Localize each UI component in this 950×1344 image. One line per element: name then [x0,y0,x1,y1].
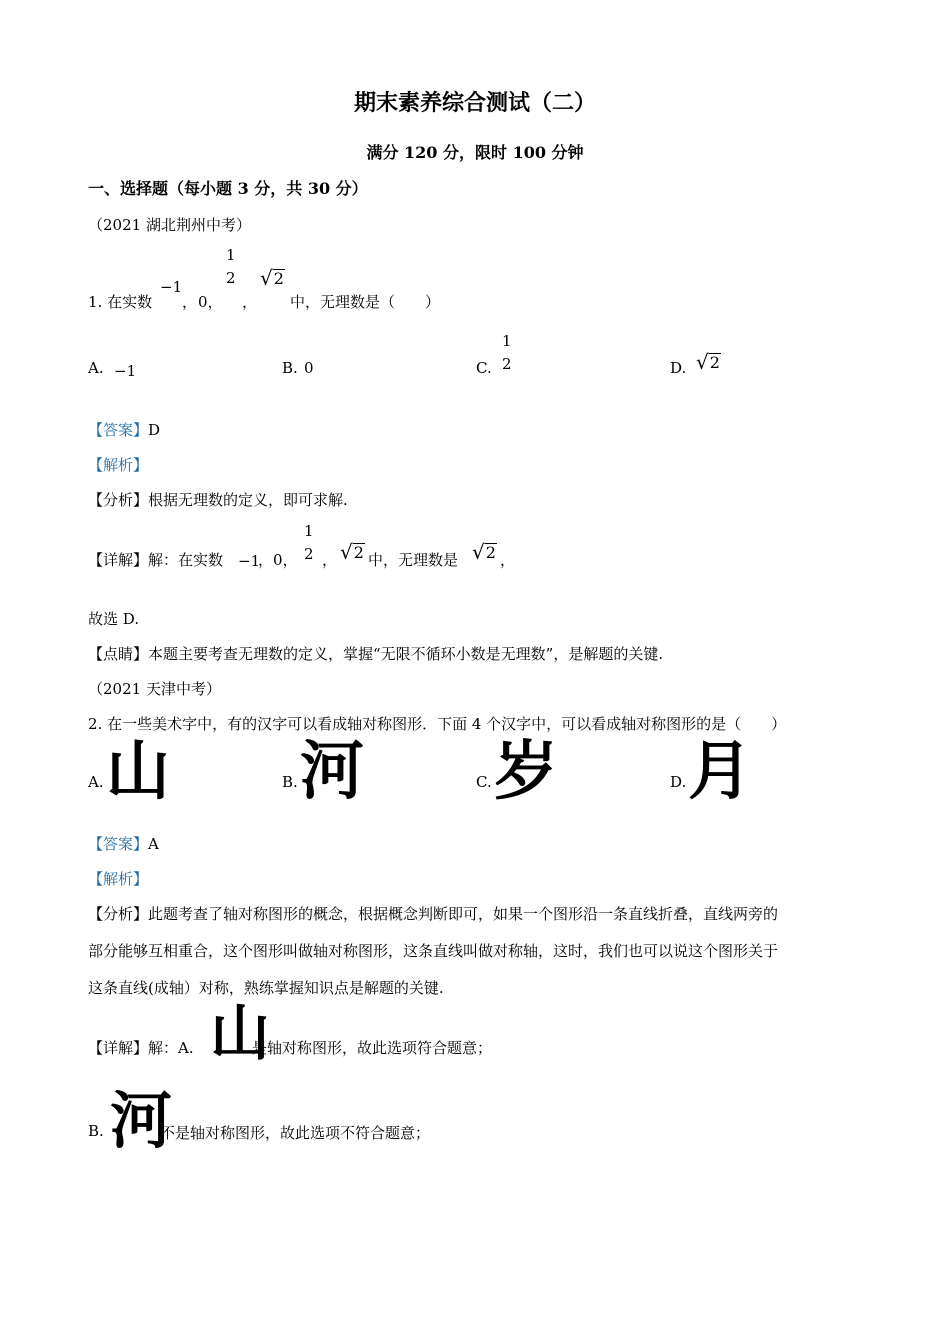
detail-tag: 【详解】 [88,1039,149,1057]
q2-option-b-label: B. [282,773,298,791]
sqrt-radicand: 2 [273,269,284,289]
section-heading: 一、选择题（每小题 3 分，共 30 分） [88,179,368,198]
q1-source: （2021 湖北荆州中考） [88,216,251,234]
q1-stem-sqrt [260,268,285,289]
q2-stem: 2. 在一些美术字中，有的汉字可以看成轴对称图形．下面 4 个汉字中，可以看成轴对称图形的是（ ） [88,715,787,733]
sqrt-radicand: 2 [485,543,496,563]
q1-comma: ， [242,293,258,311]
q1-option-c-fraction [500,334,514,372]
q1-detail-mid: 中，无理数是 [368,551,459,569]
q1-detail-end: ， [500,551,516,569]
q2-detail-a-char: 山 [210,999,270,1069]
q2-option-d-label: D. [670,773,687,791]
q2-answer [88,833,159,854]
q2-fenxi-line [88,903,778,924]
answer-tag: 【答案】 [88,835,149,853]
sqrt-icon: √ [340,540,353,564]
q1-detail-mid: ，0， [258,551,298,569]
q2-option-a-label: A. [88,773,104,791]
q1-option-b-label: B. [282,359,298,377]
fenxi-text: 根据无理数的定义，即可求解. [148,491,348,509]
q2-fenxi-line: 这条直线(成轴）对称，熟练掌握知识点是解题的关键. [88,979,444,997]
page-title: 期末素养综合测试（二） [353,90,596,116]
q1-neg-one: −1 [160,278,183,296]
dianjing-text: 本题主要考查无理数的定义，掌握“无限不循环小数是无理数”，是解题的关键. [148,645,664,663]
answer-tag: 【答案】 [88,421,149,439]
q1-zero: 0， [198,293,223,311]
detail-text: 解：A. [148,1039,194,1057]
q2-option-d-char: 月 [688,735,752,809]
q1-option-a-label: A. [88,359,104,377]
q2-source: （2021 天津中考） [88,680,221,698]
detail-tag: 【详解】 [88,551,149,569]
q2-detail-a-prefix [88,1037,194,1058]
q2-option-c-char: 岁 [494,735,558,809]
sqrt-icon: √ [472,540,485,564]
dianjing-tag: 【点睛】 [88,645,149,663]
q1-option-b-value: 0 [304,359,314,377]
q1-dianjing [88,643,663,664]
q1-stem-prefix: 1. 在实数 [88,293,153,311]
fraction-denominator: 2 [502,355,512,373]
sqrt-icon: √ [696,350,709,374]
q1-comma: ， [182,293,198,311]
sqrt-radicand: 2 [709,353,720,373]
fraction-denominator: 2 [304,545,314,563]
fraction-denominator: 2 [226,269,236,287]
fraction-numerator: 1 [502,332,512,350]
q1-option-d-sqrt [696,352,721,373]
q2-option-a-char: 山 [106,735,170,809]
answer-value: A [148,835,159,853]
fenxi-tag: 【分析】 [88,905,149,923]
q1-detail-sqrt [340,542,365,563]
q1-detail-neg-one: −1 [238,552,261,570]
q1-detail-fraction [302,524,316,562]
q1-stem-suffix: 中，无理数是（ ） [290,293,441,311]
q2-fenxi-line: 部分能够互相重合，这个图形叫做轴对称图形，这条直线叫做对称轴，这时，我们也可以说这个图形关于 [88,942,779,960]
q1-analysis-tag: 【解析】 [88,456,149,474]
q1-answer [88,419,160,440]
fenxi-tag: 【分析】 [88,491,149,509]
q1-option-c-label: C. [476,359,492,377]
q2-analysis-tag: 【解析】 [88,870,149,888]
answer-value: D [148,421,161,439]
page-subtitle: 满分 120 分，限时 100 分钟 [366,143,584,162]
q1-option-d-label: D. [670,359,687,377]
q1-fenxi [88,489,348,510]
sqrt-radicand: 2 [353,543,364,563]
q1-detail-mid: ， [322,551,338,569]
q1-stem-fraction [224,248,238,286]
q2-detail-a-suffix: 是轴对称图形，故此选项符合题意； [252,1039,493,1057]
q2-option-c-label: C. [476,773,492,791]
fraction-numerator: 1 [304,522,314,540]
q2-detail-b-char: 河 [110,1084,173,1157]
q1-detail-prefix [88,549,223,570]
q1-detail-sqrt-answer [472,542,497,563]
q1-option-a-value: −1 [114,362,137,380]
q2-option-b-char: 河 [300,735,364,809]
q2-detail-b-suffix: 不是轴对称图形，故此选项不符合题意； [160,1124,431,1142]
q2-detail-b-prefix: B. [88,1122,104,1140]
detail-text: 解：在实数 [148,551,224,569]
fraction-numerator: 1 [226,246,236,264]
q1-conclusion: 故选 D. [88,610,140,628]
fenxi-text: 此题考查了轴对称图形的概念，根据概念判断即可，如果一个图形沿一条直线折叠，直线两旁的 [148,905,779,923]
sqrt-icon: √ [260,266,273,290]
